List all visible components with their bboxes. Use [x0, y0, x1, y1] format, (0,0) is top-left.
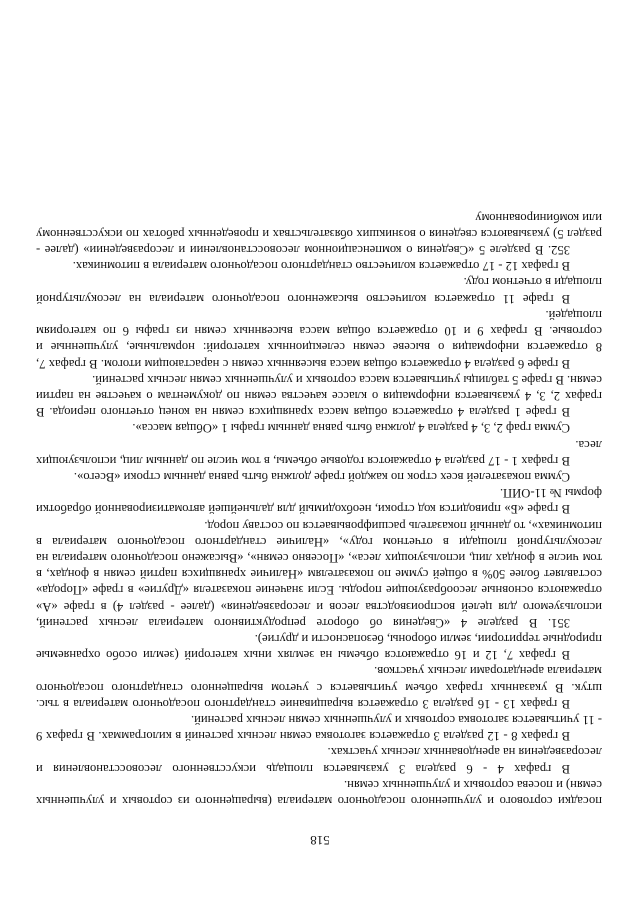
paragraph: В графах 12 - 17 отражается количество стандартного посадочного материала в питомниках.: [72, 259, 570, 274]
paragraph: Сумма показателей всех строк по каждой графе должна быть равна данным строки «Всего».: [73, 469, 570, 484]
paragraph: В графе 11 отражается количество высаженного посадочного материала на лесокультурной площади в отчетном году.: [36, 275, 602, 306]
paragraph: 352. В разделе 5 «Сведения о компенсационном лесовосстановлении и лесоразведении» (далее - раздел 5) указываются сведения о возникших обязательствах и проведенных работах по искусственному или комбинированному: [36, 210, 602, 258]
paragraph: В графах 13 - 16 раздела 3 отражается выращивание стандартного посадочного материала в тыс. штук. В указанных графах объем учитывается с учетом выращенного стандартного посадочного материала арендаторами лесных участков.: [36, 664, 602, 711]
paragraph: В графе 1 раздела 4 отражается общая масса хранящихся семян на конец отчетного периода. В графах 2, 3, 4 указывается информация о классе качества семян по документам о качестве на партии семян. В графе 5 таблицы учитывается масса сортовых и улучшенных семян лесных растений.: [36, 372, 602, 420]
paragraph: В графе «Б» приводится код строки, необходимый для дальнейшей автоматизированной обработки формы № 11-ОИП.: [36, 486, 602, 517]
paragraph: В графах 1 - 17 раздела 4 отражаются годовые объемы, в том числе по данным лиц, использующих леса.: [36, 437, 602, 468]
paragraph: 351. В разделе 4 «Сведения об обороте репродуктивного материала лесных растений, используемого для целей воспроизводства лесов и лесоразведения» (далее - раздел 4) в графе «А» отражаются основные лесообразующие породы. Если значение показателя «Другие» в графе «Порода» составляет более 50% в общей сумме по показателям «Наличие хранящихся партий семян в фондах, в том числе в фондах лиц, использующих леса», «Посевно семян», «Высажено посадочного материала на лесокультурной площади в отчетном году», «Наличие стандартного посадочного материала в питомниках», то данный показатель расшифровывается по составу пород.: [36, 518, 602, 630]
paragraph: Сумма граф 2, 3, 4 раздела 4 должна быть равна данным графы 1 «Общая масса».: [132, 421, 570, 436]
paragraph: В графах 7, 12 и 16 отражаются объемы на землях иных категорий (земли особо охраняемые природные территории, земли обороны, безопасности и другие).: [36, 631, 602, 663]
paragraph: посадки сортового и улучшенного посадочного материала (выращенного из сортовых и улучшенных семян) и посева сортовых и улучшенных семян.: [36, 777, 602, 808]
body-text: [36, 209, 602, 809]
page-number: 518: [310, 833, 330, 848]
paragraph: В графах 4 - 6 раздела 3 указывается площадь искусственного лесовосстановления и лесоразведения на арендованных лесных участках.: [36, 745, 602, 776]
paragraph: В графах 8 - 12 раздела 3 отражается заготовка семян лесных растений в килограммах. В графах 9 - 11 учитывается заготовка сортовых и улучшенных семян лесных растений.: [36, 712, 602, 744]
paragraph: В графе 6 раздела 4 отражается общая масса высеянных семян с нарастающим итогом. В графах 7, 8 отражается информация о высеве семян селекционных категорий: нормальные, улучшенные и сортовые. В графах 9 и 10 отражается общая масса высеянных семян из графы 6 по категориям площадей.: [36, 307, 602, 371]
